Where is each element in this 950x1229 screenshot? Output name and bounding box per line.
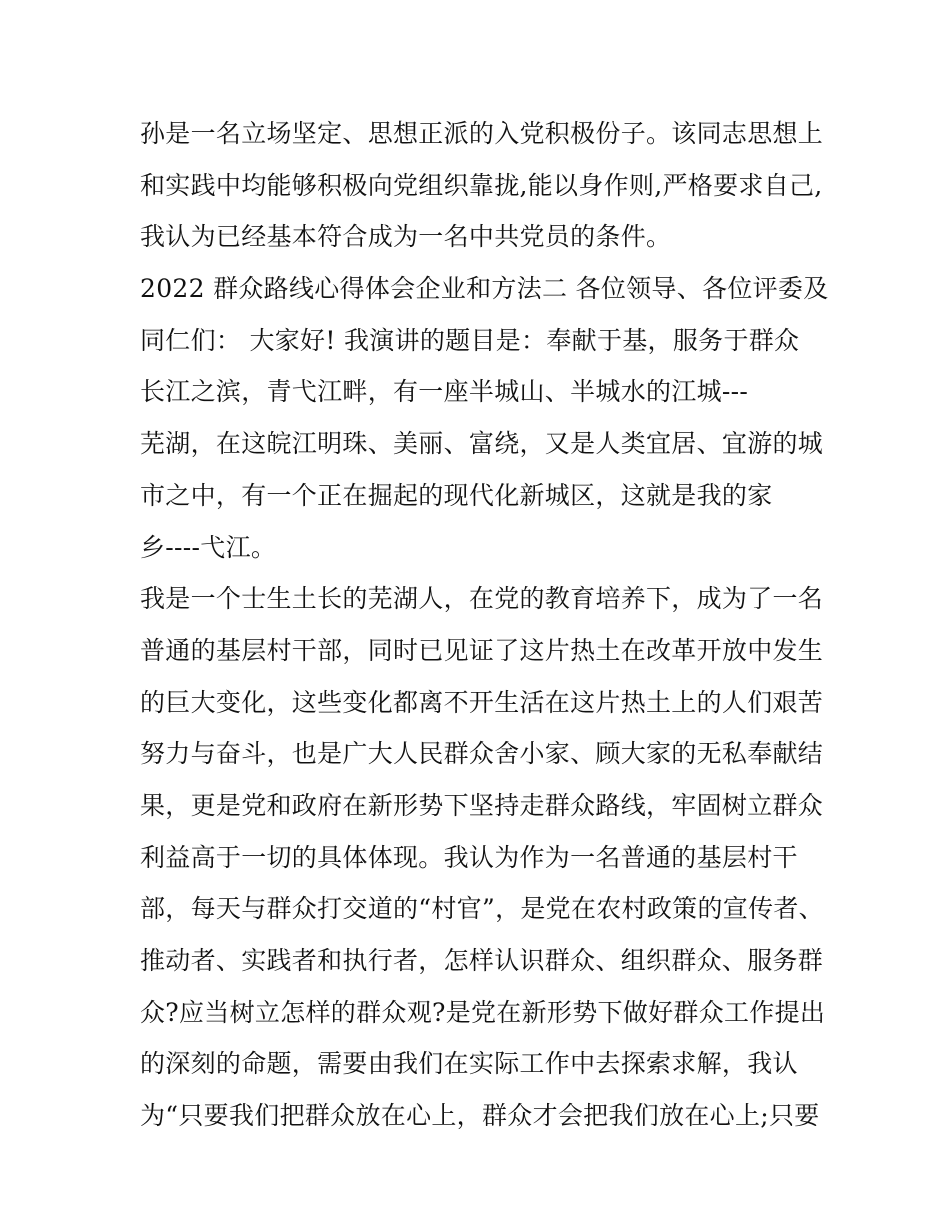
text-line: 我是一个士生土长的芜湖人，在党的教育培养下，成为了一名 bbox=[140, 584, 824, 614]
text-line: 和实践中均能够积极向党组织靠拢,能以身作则,严格要求自己, bbox=[140, 170, 823, 200]
body-text bbox=[140, 108, 829, 1142]
text-line: 孙是一名立场坚定、思想正派的入党积极份子。该同志思想上 bbox=[140, 119, 824, 148]
text-line: 众?应当树立怎样的群众观?是党在新形势下做好群众工作提出 bbox=[140, 997, 826, 1027]
text-line: 长江之滨，青弋江畔，有一座半城山、半城水的江城--- bbox=[140, 377, 749, 407]
text-line: 普通的基层村干部，同时已见证了这片热土在改革开放中发生 bbox=[140, 635, 824, 665]
text-line: 市之中，有一个正在掘起的现代化新城区，这就是我的家 bbox=[140, 480, 773, 510]
text-line: 的巨大变化，这些变化都离不开生活在这片热土上的人们艰苦 bbox=[140, 687, 824, 717]
text-line: 的深刻的命题，需要由我们在实际工作中去探索求解，我认 bbox=[140, 1049, 798, 1079]
text-line: 芜湖，在这皖江明珠、美丽、富绕，又是人类宜居、宜游的城 bbox=[140, 429, 824, 459]
text-line: 利益高于一切的具体体现。我认为作为一名普通的基层村干 bbox=[140, 842, 798, 872]
text-line: 同仁们： 大家好! 我演讲的题目是：奉献于基，服务于群众 bbox=[140, 325, 800, 355]
text-line: 努力与奋斗，也是广大人民群众舍小家、顾大家的无私奉献结 bbox=[140, 739, 824, 769]
text-line: 推动者、实践者和执行者，怎样认识群众、组织群众、服务群 bbox=[140, 946, 824, 975]
text-line: 部，每天与群众打交道的“村官”，是党在农村政策的宣传者、 bbox=[140, 894, 824, 924]
text-line: 果，更是党和政府在新形势下坚持走群众路线，牢固树立群众 bbox=[140, 790, 824, 820]
text-line: 为“只要我们把群众放在心上，群众才会把我们放在心上;只要 bbox=[140, 1101, 820, 1131]
text-line: 2022 群众路线心得体会企业和方法二 各位领导、各位评委及 bbox=[140, 274, 829, 304]
text-line: 乡----弋江。 bbox=[140, 532, 277, 562]
text-line: 我认为已经基本符合成为一名中共党员的条件。 bbox=[140, 222, 672, 252]
